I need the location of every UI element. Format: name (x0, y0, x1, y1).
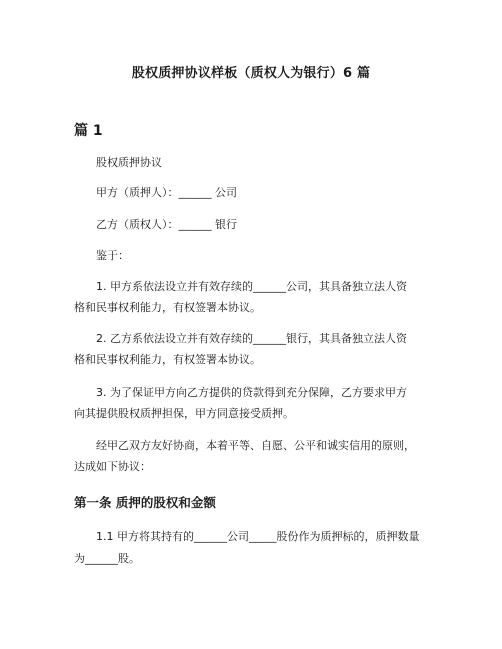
party-b-line: 乙方（质权人）：______ 银行 (96, 218, 237, 231)
item3-line2: 向其提供股权质押担保，甲方同意接受质押。 (74, 407, 294, 420)
item2-line2: 格和民事权利能力，有权签署本协议。 (74, 353, 261, 366)
consensus-line2: 达成如下协议： (74, 460, 151, 473)
item3-line1: 3. 为了保证甲方向乙方提供的贷款得到充分保障，乙方要求甲方 (96, 386, 407, 399)
article1-line1: 1.1 甲方将其持有的______公司_____股份作为质押标的，质押数量 (96, 530, 420, 543)
item2-line1: 2. 乙方系依法设立并有效存续的______银行，其具备独立法人资 (96, 332, 407, 345)
article1-line2: 为______股。 (74, 552, 140, 565)
section-heading: 篇 1 (74, 123, 103, 139)
whereas-line: 鉴于： (96, 249, 129, 262)
agreement-name: 股权质押协议 (96, 156, 162, 169)
item1-line2: 格和民事权利能力，有权签署本协议。 (74, 301, 261, 314)
article1-heading: 第一条 质押的股权和金额 (74, 495, 216, 510)
document-title: 股权质押协议样板（质权人为银行）6 篇 (131, 66, 371, 81)
consensus-line1: 经甲乙双方友好协商，本着平等、自愿、公平和诚实信用的原则， (96, 439, 415, 452)
item1-line1: 1. 甲方系依法设立并有效存续的______公司，其具备独立法人资 (96, 280, 407, 293)
party-a-line: 甲方（质押人）：______ 公司 (96, 186, 237, 199)
